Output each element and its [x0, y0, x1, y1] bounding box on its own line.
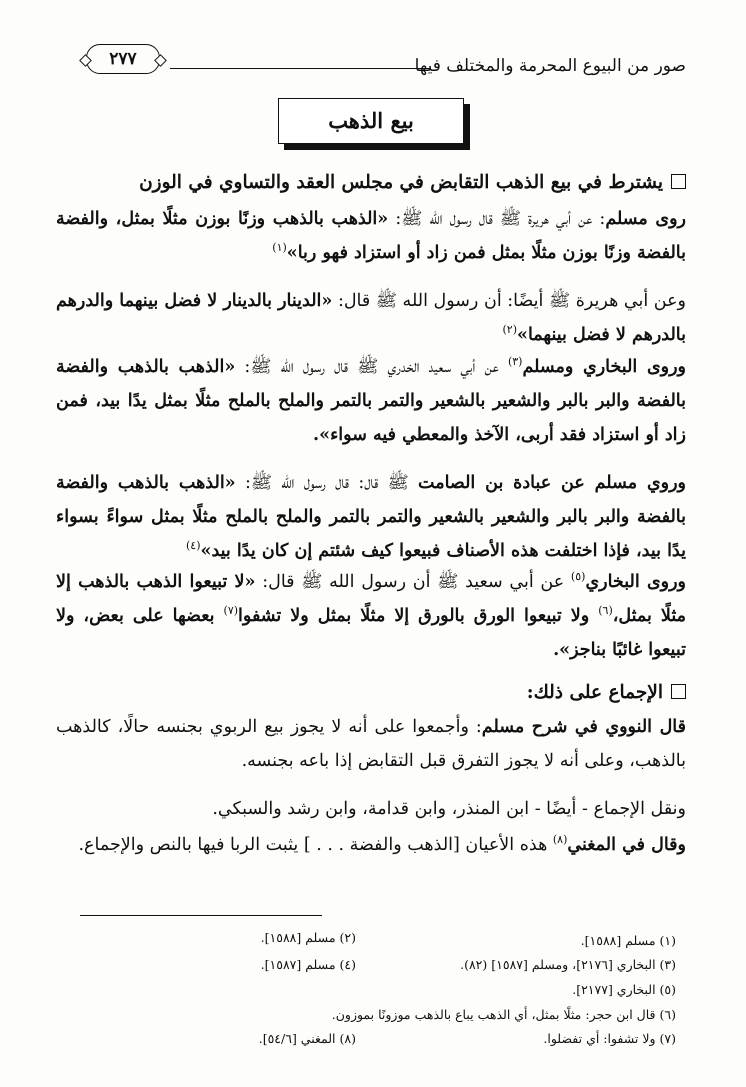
hadith-quote: بعضها على بعض، ولا تبيعوا غائبًا بناجز». — [56, 606, 686, 660]
hadith-quote: «الذهب بالذهب والفضة بالفضة والبر بالبر والشعير بالشعير والتمر بالتمر والملح بالملح مثلًا بمثل سواءً بسواء يدًا بيد، فإذا اختلفت هذه الأصناف فبيعوا كيف شئتم إن كان يدًا بيد» — [56, 473, 686, 561]
header-rule — [170, 68, 430, 69]
narrator-lead: وروي مسلم عن عبادة بن الصامت — [418, 473, 686, 493]
footnote-ref: (٥) — [570, 570, 586, 584]
footnote-ref: (١) — [272, 241, 287, 255]
section-title: بيع الذهب — [328, 108, 414, 133]
paragraph-muslim-ubada — [56, 466, 686, 568]
narration-intro: عن أبي سعيد الخدري ﷺ قال رسول الله ﷺ: — [235, 357, 508, 377]
square-bullet-icon — [671, 174, 686, 189]
hadith-quote: «لا تبيعوا الذهب بالذهب إلا مثلًا بمثل، — [56, 572, 686, 626]
hadith-quote: «الذهب بالذهب وزنًا بوزن مثلًا بمثل، والفضة بالفضة وزنًا بوزن مثلًا بمثل فمن زاد أو استزاد فهو ربا» — [56, 209, 686, 263]
footnote-separator — [80, 915, 322, 916]
footnote-7: (٧) ولا تشفوا: أي تفضلوا. — [543, 1031, 676, 1046]
square-bullet-icon — [671, 684, 686, 699]
heading-text: الإجماع على ذلك: — [526, 682, 663, 703]
paragraph-text: : وأجمعوا على أنه لا يجوز بيع الربوي بجنسه حالًا، كالذهب بالذهب، وعلى أنه لا يجوز التفرق قبل التقابض إذا باعه بجنسه. — [56, 717, 686, 771]
scholar-lead: وقال في المغني — [567, 835, 686, 855]
paragraph-consensus-transmitters — [56, 792, 686, 826]
narrator-lead: وروى البخاري — [585, 572, 686, 592]
footnote-ref: (٣) — [507, 355, 523, 369]
footnote-4: (٤) مسلم [١٥٨٧]. — [260, 957, 356, 972]
paragraph-abu-hurayra-dinar — [56, 284, 686, 352]
narrator-lead: وروى البخاري ومسلم — [522, 357, 686, 377]
paragraph-mughni — [56, 828, 686, 862]
narration-intro: ﷺ قال: قال رسول الله ﷺ: — [235, 473, 419, 493]
paragraph-bukhari-muslim-abu-said — [56, 350, 686, 452]
page-number: ٢٧٧ — [86, 44, 160, 74]
narration-intro: : عن أبي هريرة ﷺ قال رسول الله ﷺ: — [388, 209, 606, 229]
footnote-ref: (٨) — [552, 833, 568, 847]
footnote-ref: (٦) — [598, 604, 613, 618]
footnote-5: (٥) البخاري [٢١٧٧]. — [572, 982, 676, 997]
narration-intro: وعن أبي هريرة ﷺ أيضًا: أن رسول الله ﷺ قال: — [332, 291, 686, 311]
footnote-3: (٣) البخاري [٢١٧٦]، ومسلم [١٥٨٧] (٨٢). — [460, 957, 676, 972]
footnote-ref: (٧) — [223, 604, 239, 618]
paragraph-text: هذه الأعيان [الذهب والفضة . . . ] يثبت الربا فيها بالنص والإجماع. — [78, 835, 553, 855]
narrator-lead: روى مسلم — [605, 209, 686, 229]
narration-intro: عن أبي سعيد ﷺ أن رسول الله ﷺ قال: — [255, 572, 571, 592]
hadith-quote: «الدينار بالدينار لا فضل بينهما والدرهم بالدرهم لا فضل بينهما» — [56, 291, 686, 345]
hadith-quote: ولا تبيعوا الورق بالورق إلا مثلًا بمثل ولا تشفوا — [238, 606, 599, 626]
footnote-1: (١) مسلم [١٥٨٨]. — [580, 933, 676, 948]
paragraph-nawawi — [56, 710, 686, 778]
footnote-6: (٦) قال ابن حجر: مثلًا بمثل، أي الذهب يباع بالذهب موزونًا بموزون. — [331, 1007, 676, 1022]
running-title: صور من البيوع المحرمة والمختلف فيها — [414, 56, 686, 76]
section-title-box — [278, 98, 464, 144]
paragraph-bukhari-abu-said — [56, 565, 686, 667]
footnote-ref: (٢) — [502, 323, 518, 337]
footnote-8: (٨) المغني [٥٤/٦]. — [258, 1031, 356, 1046]
paragraph-muslim-abu-hurayra — [56, 202, 686, 270]
footnote-ref: (٤) — [185, 539, 201, 553]
section-heading-condition — [46, 166, 686, 200]
hadith-quote: «الذهب بالذهب والفضة بالفضة والبر بالبر والشعير بالشعير والتمر بالتمر والملح بالملح مثلًا بمثل يدًا بيد، فمن زاد أو استزاد فقد أربى، الآخذ والمعطي فيه سواء». — [56, 357, 686, 445]
heading-text: يشترط في بيع الذهب التقابض في مجلس العقد والتساوي في الوزن — [139, 172, 663, 193]
scholar-lead: قال النووي في شرح مسلم — [481, 717, 686, 737]
section-heading-consensus — [46, 676, 686, 710]
footnote-2: (٢) مسلم [١٥٨٨]. — [260, 930, 356, 945]
paragraph-text: ونقل الإجماع - أيضًا - ابن المنذر، وابن قدامة، وابن رشد والسبكي. — [212, 799, 686, 819]
